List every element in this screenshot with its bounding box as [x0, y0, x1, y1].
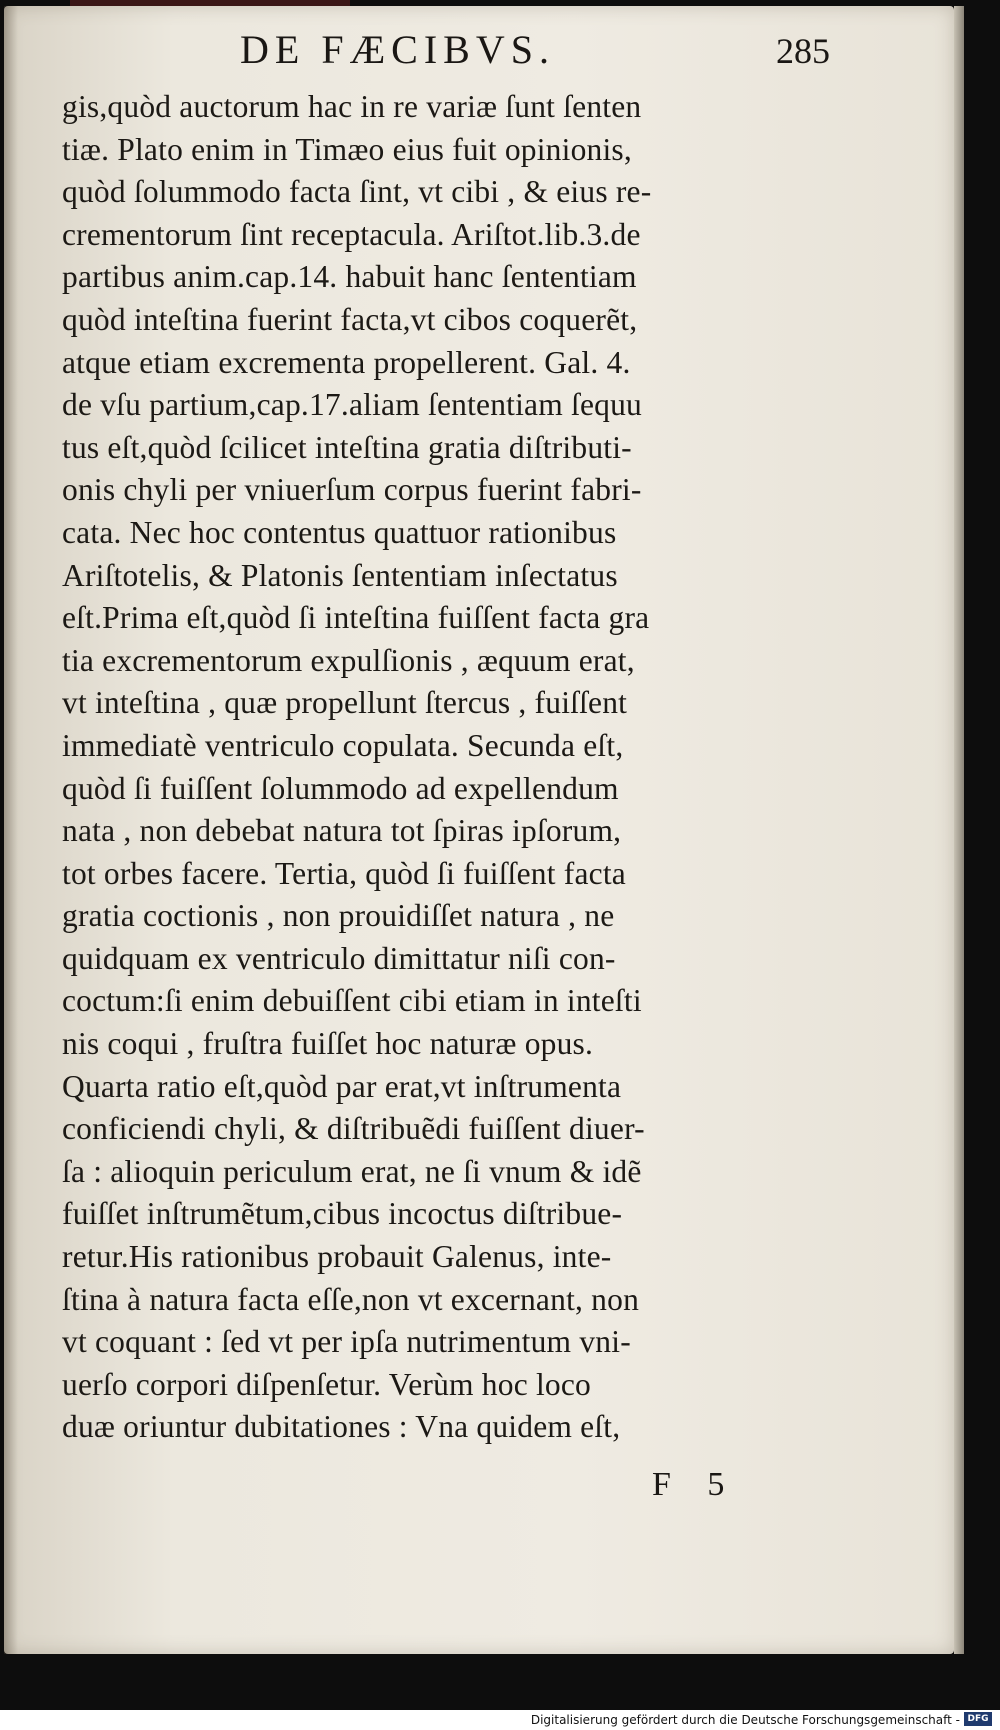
text-line: quòd ſolummodo facta ſint, vt cibi , & eius re- — [62, 174, 652, 210]
page-gutter-shadow — [4, 6, 18, 1654]
text-line: tiæ. Plato enim in Timæo eius fuit opinionis, — [62, 131, 632, 167]
text-line: atque etiam excrementa propellerent. Gal. 4. — [62, 344, 631, 380]
text-line: vt inteſtina , quæ propellunt ſtercus , fuiſſent — [62, 685, 628, 721]
text-line: immediatè ventriculo copulata. Secunda eſt, — [62, 727, 624, 763]
text-line: duæ oriuntur dubitationes : Vna quidem eſt, — [62, 1409, 621, 1445]
text-line: Quarta ratio eſt,quòd par erat,vt inſtrumenta — [62, 1068, 622, 1104]
page-number: 285 — [776, 31, 830, 71]
text-line: vt coquant : ſed vt per ipſa nutrimentum vni- — [62, 1324, 631, 1360]
text-line: cata. Nec hoc contentus quattuor rationibus — [62, 514, 617, 550]
text-line: coctum:ſi enim debuiſſent cibi etiam in inteſti — [62, 983, 642, 1019]
text-line: uerſo corpori diſpenſetur. Verùm hoc loco — [62, 1366, 591, 1402]
dfg-logo: DFG — [964, 1712, 992, 1726]
text-line: eſt.Prima eſt,quòd ſi inteſtina fuiſſent facta gra — [62, 600, 650, 636]
running-title: DE FÆCIBVS. — [240, 27, 555, 72]
text-line: quòd ſi fuiſſent ſolummodo ad expellendum — [62, 770, 619, 806]
text-line: ſtina à natura facta eſſe,non vt excernant, non — [62, 1281, 640, 1317]
text-line: nata , non debebat natura tot ſpiras ipſorum, — [62, 813, 622, 849]
text-line: conficiendi chyli, & diſtribuẽdi fuiſſent diuer- — [62, 1111, 645, 1147]
text-line: partibus anim.cap.14. habuit hanc ſententiam — [62, 259, 637, 295]
signature-mark: F 5 — [652, 1466, 739, 1503]
text-line: tot orbes facere. Tertia, quòd ſi fuiſſent facta — [62, 855, 626, 891]
text-line: gratia coctionis , non prouidiſſet natura , ne — [62, 898, 615, 934]
page-edge — [954, 6, 964, 1654]
text-line: gis,quòd auctorum hac in re variæ ſunt ſenten — [62, 89, 642, 124]
text-line: nis coqui , fruſtra fuiſſet hoc naturæ opus. — [62, 1026, 594, 1062]
text-line: onis chyli per vniuerſum corpus fuerint fabri- — [62, 472, 642, 508]
text-line: retur.His rationibus probauit Galenus, inte- — [62, 1239, 612, 1275]
text-line: tus eſt,quòd ſcilicet inteſtina gratia diſtributi- — [62, 429, 632, 465]
page-header — [60, 26, 830, 82]
text-line: quidquam ex ventriculo dimittatur niſi con- — [62, 940, 616, 976]
text-line: ſa : alioquin periculum erat, ne ſi vnum & idẽ — [62, 1153, 642, 1189]
funding-credit: Digitalisierung gefördert durch die Deutsche Forschungsgemeinschaft - — [530, 1713, 960, 1727]
text-line: Ariſtotelis, & Platonis ſententiam inſectatus — [62, 557, 618, 593]
text-line: tia excrementorum expulſionis , æquum erat, — [62, 642, 635, 678]
text-line: quòd inteſtina fuerint facta,vt cibos coquerẽt, — [62, 301, 638, 337]
text-line: crementorum ſint receptacula. Ariſtot.lib.3.de — [62, 216, 641, 252]
text-line: de vſu partium,cap.17.aliam ſententiam ſequu — [62, 387, 642, 423]
text-line: fuiſſet inſtrumẽtum,cibus incoctus diſtribue- — [62, 1196, 623, 1232]
body-text — [62, 86, 852, 1449]
